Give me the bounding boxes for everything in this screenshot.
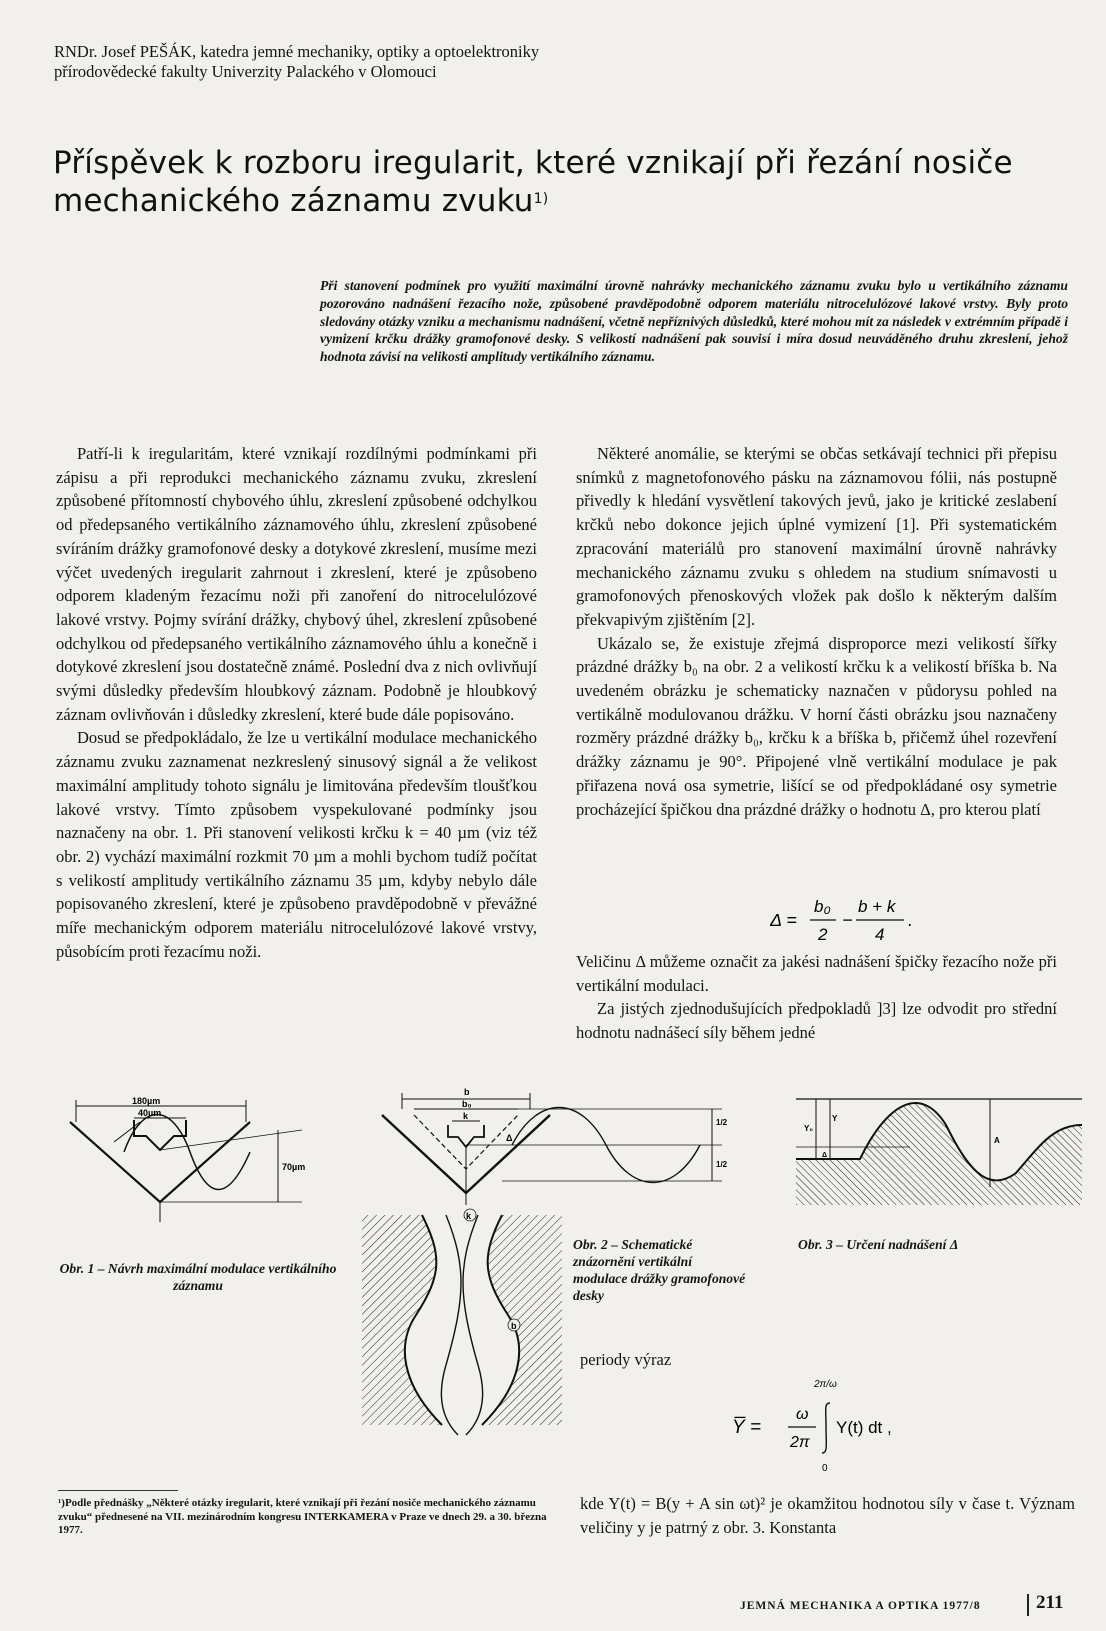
figure-1 <box>62 1092 352 1252</box>
figure-2-caption: Obr. 2 – Schematické znázornění vertikální modulace drážky gramofonové desky <box>573 1237 746 1303</box>
figure-3-caption: Obr. 3 – Určení nadnášení Δ <box>798 1237 959 1252</box>
fig1-label-180: 180µm <box>132 1096 161 1106</box>
formula2-integrand: Y(t) dt , <box>836 1418 892 1437</box>
right-column <box>576 442 1057 821</box>
article-title <box>53 144 1083 220</box>
page-number: 211 <box>1036 1592 1064 1613</box>
fig3-label-y: Y <box>832 1114 838 1123</box>
abstract: Při stanovení podmínek pro využití maximální úrovně nahrávky mechanického záznamu zvuku bylo u vertikálního záznamu pozorováno nadnášení řezacího nože, způsobené pravděpodobně odporem materiálu nitrocelulózové lakové vrstvy. Byly proto sledovány otázky vzniku a mechanismu nadnášení, včetně nepříznivých důsledků, které mohou mít za následek v extrémním případě i vymizení krčku drážky gramofonové desky. S velikostí nadnášení pak souvisí i míra dosud neuváděného druhu zkreslení, jehož hodnota závisí na velikosti amplitudy vertikálního záznamu. <box>320 278 1068 365</box>
fig2-label-half-2: 1/2 <box>716 1160 728 1169</box>
fig1-label-40: 40µm <box>138 1108 162 1118</box>
fig2-label-half: 1/2 <box>716 1118 728 1127</box>
formula-lhs: Δ = <box>770 910 797 930</box>
left-column <box>56 442 537 963</box>
footnote: ¹)Podle přednášky „Některé otázky iregularit, které vznikají při řezání nosiče mechanického záznamu zvuku“ přednesené na VII. mezinárodním kongresu INTERKAMERA v Praze ve dnech 29. a 30. března 1977. <box>58 1497 547 1536</box>
integral-sign <box>822 1403 830 1453</box>
fig2-label-k2: k <box>466 1211 472 1221</box>
fig2-label-delta: Δ <box>506 1133 513 1143</box>
formula2-lower: 0 <box>822 1463 828 1474</box>
formula-den1: 2 <box>818 925 828 944</box>
paragraph: Dosud se předpokládalo, že lze u vertikální modulace mechanického záznamu zvuku zaznamenat nezkreslený sinusový signál a že velikost maximální amplitudy tohoto signálu je limitována především tloušťkou lakové vrstvy. Tímto způsobem vyspekulované podmínky jsou naznačeny na obr. 1. Při stanovení velikosti krčku k = 40 µm (viz též obr. 2) vychází maximální rozkmit 70 µm a mohli bychom tudíž počítat s velikostí amplitudy vertikálního záznamu 35 µm, kdyby nebylo dále popisovaného zkreslení, které je způsobeno pravděpodobně v převážné míře mechanickým odporem materiálu nitrocelulózové lakové vrstvy, působícím proti řezacímu noži. <box>56 728 537 961</box>
formula-delta-svg <box>770 892 950 948</box>
fig3-label-a: A <box>994 1136 1000 1145</box>
title-footnote-mark: 1) <box>533 191 549 207</box>
formula2-num: ω <box>796 1406 809 1423</box>
formula2-lhs: Y̅ = <box>732 1417 762 1438</box>
fig3-label-delta: Δ <box>822 1152 828 1159</box>
right-column-continued <box>576 950 1057 1045</box>
title-text: Příspěvek k rozboru iregularit, které vznikají při řezání nosiče mechanického záznamu zvuku <box>53 145 1013 219</box>
fig2-label-k: k <box>463 1111 469 1121</box>
paragraph: Ukázalo se, že existuje zřejmá disproporce mezi velikostí šířky prázdné drážky b₀ na obr. 2 a velikostí krčku k a velikostí bříška b. Na uvedeném obrázku je schematicky naznačen v půdorysu pohled na vertikálně modulovanou drážku. V horní části obrázku jsou naznačeny rozměry prázdné drážky b₀, krčku k a bříška b, přičemž úhel rozevření drážky záznamu je 90°. Připojené vlně vertikální modulace je pak přiřazena nová osa symetrie, lišící se od předpokládané osy symetrie procházející špičkou dna prázdné drážky o hodnotu Δ, pro kterou platí <box>576 633 1057 819</box>
paragraph-periody: periody výraz <box>580 1350 672 1369</box>
paragraph: Veličinu Δ můžeme označit za jakési nadnášení špičky řezacího nože při vertikální modulaci. <box>576 952 1057 995</box>
formula-end: . <box>908 910 914 930</box>
footnote-rule <box>58 1490 178 1491</box>
fig2-label-b: b <box>464 1087 470 1097</box>
formula-minus: − <box>842 910 853 930</box>
formula2-upper: 2π/ω <box>814 1379 837 1390</box>
fig1-label-70: 70µm <box>282 1162 306 1172</box>
formula-mean-force-svg <box>732 1375 932 1475</box>
formula-den2: 4 <box>875 925 885 944</box>
paragraph-kde: kde Y(t) = B(y + A sin ωt)² je okamžitou hodnotou síly v čase t. Význam veličiny y je patrný z obr. 3. Konstanta <box>580 1494 1075 1537</box>
formula-num1: b₀ <box>814 897 831 916</box>
figure-1-caption: Obr. 1 – Návrh maximální modulace vertikálního záznamu <box>59 1261 337 1293</box>
fig2-label-b0: b₀ <box>462 1099 472 1109</box>
footer-divider <box>1027 1594 1029 1616</box>
formula-num2: b + k <box>858 897 896 916</box>
paragraph: Za jistých zjednodušujících předpokladů ]3] lze odvodit pro střední hodnotu nadnášecí síly během jedné <box>576 999 1057 1043</box>
fig2-label-b2: b <box>511 1321 517 1331</box>
paragraph: Některé anomálie, se kterými se občas setkávají technici při přepisu snímků z magnetofonového pásku na záznamovou fólii, nás postupně přivedly k hledání vysvětlení takových jevů, jako je kritické zeslabení krčků nebo dokonce jejich úplné vymizení [1]. Při systematickém zpracování materiálů pro stanovení maximální úrovně nahrávky mechanického záznamu zvuku s ohledem na studium snímavosti u gramofonových přenoskových vložek pak došlo k některým dalším překvapivým zjištěním [2]. <box>576 444 1057 629</box>
fig3-label-y0: Y₀ <box>804 1124 813 1133</box>
formula-delta <box>770 892 950 948</box>
figure-3 <box>790 1085 1090 1235</box>
author-affiliation: RNDr. Josef PEŠÁK, katedra jemné mechaniky, optiky a optoelektroniky přírodovědecké fakulty Univerzity Palackého v Olomouci <box>54 42 540 81</box>
formula2-den: 2π <box>790 1434 810 1451</box>
journal-footer: JEMNÁ MECHANIKA A OPTIKA 1977/8 <box>740 1600 981 1612</box>
paragraph: Patří-li k iregularitám, které vznikají rozdílnými podmínkami při zápisu a při reprodukci mechanického záznamu zvuku, zkreslení způsobené přítomností chybového úhlu, zkreslení způsobené odchylkou od předepsaného vertikálního záznamového úhlu, zkreslení způsobené svíráním drážky gramofonové desky a dotykové zkreslení, musíme mezi výčet uvedených iregularit zahrnout i zkreslení, které je způsobeno odporem kladeným řezacímu noži při zanoření do nitrocelulózové lakové vrstvy. Pojmy svírání drážky, chybový úhel, zkreslení způsobené odchylkou od předepsaného vertikálního záznamového úhlu a konečně i dotykové zkreslení jsou dostatečně známé. Poslední dva z nich ovlivňují svými důsledky především hloubkový záznam. Podobně je hloubkový záznam ovlivňován i důsledky zkreslení, které bude dále popisováno. <box>56 444 537 724</box>
formula-mean-force <box>732 1375 932 1475</box>
